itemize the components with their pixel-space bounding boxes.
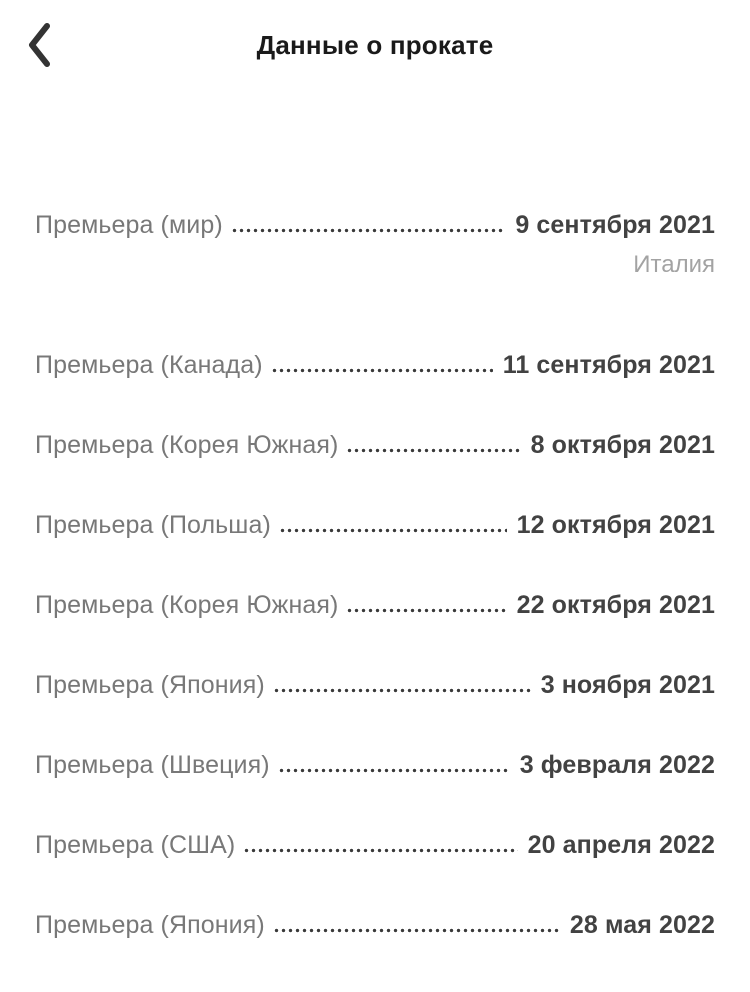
list-item-row [35,670,715,700]
list-item-row [35,510,715,540]
list-item-row [35,430,715,460]
list-item [35,910,715,940]
row-label: Премьера (Япония) [35,671,265,699]
dot-leader [273,688,531,693]
list-item-row [35,350,715,380]
row-value: 11 сентября 2021 [502,351,715,379]
row-value: 20 апреля 2022 [527,831,715,859]
row-label: Премьера (Канада) [35,351,263,379]
list-item-row [35,910,715,940]
row-value: 8 октября 2021 [530,431,715,459]
dot-leader [279,528,507,533]
header [0,0,750,90]
list-item-row [35,830,715,860]
row-value: 28 мая 2022 [569,911,715,939]
back-button[interactable] [12,18,66,72]
row-value: 12 октября 2021 [516,511,715,539]
row-label: Премьера (мир) [35,211,223,239]
release-data-list [0,210,750,940]
list-item [35,350,715,380]
list-item [35,590,715,620]
row-label: Премьера (Корея Южная) [35,591,339,619]
dot-leader [346,448,520,453]
page-title: Данные о прокате [256,29,494,60]
row-value: 3 февраля 2022 [519,751,715,779]
row-label: Премьера (Польша) [35,511,271,539]
list-item [35,210,715,280]
row-value: 22 октября 2021 [516,591,715,619]
row-note: Италия [633,251,715,278]
list-item [35,670,715,700]
list-item [35,750,715,780]
dot-leader [273,928,560,933]
list-item [35,510,715,540]
list-item-row [35,210,715,240]
row-label: Премьера (Япония) [35,911,265,939]
row-value: 3 ноября 2021 [540,671,715,699]
dot-leader [271,368,493,373]
dot-leader [278,768,510,773]
list-item [35,430,715,460]
list-item-row [35,590,715,620]
dot-leader [231,228,506,233]
dot-leader [243,848,517,853]
dot-leader [346,608,506,613]
row-label: Премьера (Корея Южная) [35,431,339,459]
row-label: Премьера (Швеция) [35,751,270,779]
chevron-left-icon [24,22,54,68]
list-item [35,830,715,860]
row-value: 9 сентября 2021 [515,211,715,239]
row-label: Премьера (США) [35,831,236,859]
list-item-row [35,750,715,780]
